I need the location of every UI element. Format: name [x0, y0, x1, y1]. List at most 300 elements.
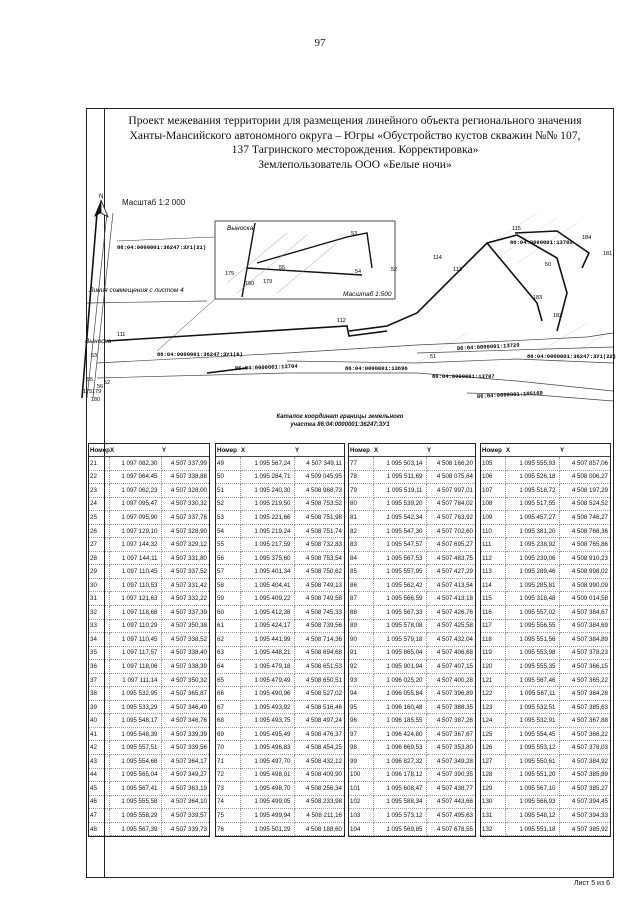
x-coordinate-cell: 1 095 557,02	[505, 606, 559, 620]
y-coordinate-cell: 4 507 349,28	[426, 755, 475, 769]
header-y: Y	[294, 444, 344, 457]
point-number-cell: 130	[481, 795, 505, 809]
table-row	[481, 727, 610, 741]
point-label: 180	[91, 397, 101, 403]
cadastral-label: 86:04:0000001:13702	[510, 239, 573, 246]
y-coordinate-cell: 4 508 751,98	[294, 511, 344, 525]
table-row	[481, 497, 610, 511]
y-coordinate-cell: 4 507 337,52	[161, 565, 209, 579]
y-coordinate-cell: 4 507 385,89	[559, 768, 610, 782]
point-number-cell: 45	[89, 782, 109, 796]
cadastral-map	[83, 213, 617, 408]
table-row	[349, 484, 475, 498]
point-number-cell: 24	[89, 497, 109, 511]
y-coordinate-cell: 4 508 749,58	[294, 592, 344, 606]
point-number-cell: 109	[481, 511, 505, 525]
point-number-cell: 62	[216, 633, 240, 647]
table-row	[89, 809, 209, 823]
point-number-cell: 38	[89, 687, 109, 701]
point-label: 112	[337, 318, 346, 324]
y-coordinate-cell: 4 508 256,34	[294, 782, 344, 796]
point-number-cell: 28	[89, 551, 109, 565]
title-line: Землепользователь ООО «Белые ночи»	[258, 157, 452, 171]
point-number-cell: 49	[216, 457, 240, 471]
table-row	[481, 633, 610, 647]
table-row	[349, 660, 475, 674]
point-number-cell: 107	[481, 484, 505, 498]
y-coordinate-cell: 4 508 233,98	[294, 795, 344, 809]
x-coordinate-cell: 1 097 144,32	[109, 538, 161, 552]
point-number-cell: 95	[349, 700, 373, 714]
table-row	[89, 687, 209, 701]
y-coordinate-cell: 4 507 385,92	[559, 822, 610, 836]
y-coordinate-cell: 4 508 197,29	[559, 484, 610, 498]
x-coordinate-cell: 1 095 493,92	[240, 700, 294, 714]
x-coordinate-cell: 1 097 110,53	[109, 578, 161, 592]
point-number-cell: 70	[216, 741, 240, 755]
table-row	[89, 538, 209, 552]
y-coordinate-cell: 4 507 425,58	[426, 619, 475, 633]
point-number-cell: 40	[89, 714, 109, 728]
table-row	[481, 578, 610, 592]
x-coordinate-cell: 1 096 827,32	[373, 755, 426, 769]
y-coordinate-cell: 4 507 443,66	[426, 795, 475, 809]
y-coordinate-cell: 4 508 732,83	[294, 538, 344, 552]
point-number-cell: 112	[481, 551, 505, 565]
x-coordinate-cell: 1 097 111,14	[109, 673, 161, 687]
y-coordinate-cell: 4 507 338,39	[161, 660, 209, 674]
y-coordinate-cell: 4 507 328,90	[161, 524, 209, 538]
y-coordinate-cell: 4 507 385,63	[559, 700, 610, 714]
table-row	[216, 768, 344, 782]
x-coordinate-cell: 1 096 178,12	[373, 768, 426, 782]
point-number-cell: 58	[216, 578, 240, 592]
y-coordinate-cell: 4 508 998,02	[559, 565, 610, 579]
x-coordinate-cell: 1 097 117,57	[109, 646, 161, 660]
table-row	[349, 565, 475, 579]
header-number: Номер	[481, 444, 505, 457]
x-coordinate-cell: 1 095 548,12	[505, 809, 559, 823]
x-coordinate-cell: 1 095 289,46	[505, 565, 559, 579]
table-row	[481, 755, 610, 769]
point-number-cell: 63	[216, 646, 240, 660]
point-number-cell: 23	[89, 484, 109, 498]
table-row	[216, 795, 344, 809]
y-coordinate-cell: 4 508 739,56	[294, 619, 344, 633]
table-row	[481, 565, 610, 579]
table-row	[216, 524, 344, 538]
table-row	[481, 511, 610, 525]
table-row	[349, 619, 475, 633]
y-coordinate-cell: 4 508 968,73	[294, 484, 344, 498]
table-row	[89, 524, 209, 538]
x-coordinate-cell: 1 095 404,41	[240, 578, 294, 592]
point-number-cell: 89	[349, 619, 373, 633]
cadastral-label: 86:04:0000001:36247:ЗУ1(22)	[527, 353, 617, 360]
x-coordinate-cell: 1 095 557,95	[373, 565, 426, 579]
point-number-cell: 98	[349, 741, 373, 755]
table-row	[349, 551, 475, 565]
point-number-cell: 126	[481, 741, 505, 755]
point-number-cell: 96	[349, 714, 373, 728]
point-number-cell: 27	[89, 538, 109, 552]
y-coordinate-cell: 4 507 394,33	[559, 809, 610, 823]
table-row	[216, 755, 344, 769]
table-row	[89, 727, 209, 741]
document-title	[96, 114, 614, 172]
table-row	[481, 470, 610, 484]
y-coordinate-cell: 4 508 746,27	[559, 511, 610, 525]
table-row	[89, 565, 209, 579]
table-row	[481, 551, 610, 565]
x-coordinate-cell: 1 095 240,30	[240, 484, 294, 498]
y-coordinate-cell: 4 507 396,89	[426, 687, 475, 701]
point-number-cell: 36	[89, 660, 109, 674]
point-number-cell: 57	[216, 565, 240, 579]
y-coordinate-cell: 4 507 365,22	[559, 673, 610, 687]
x-coordinate-cell: 1 095 239,06	[505, 551, 559, 565]
table-row	[349, 673, 475, 687]
cadastral-label: 86:04:0000001:13704	[234, 362, 298, 372]
x-coordinate-cell: 1 095 567,39	[109, 822, 161, 836]
point-number-cell: 119	[481, 646, 505, 660]
x-coordinate-cell: 1 095 517,55	[505, 497, 559, 511]
point-label: 55	[87, 377, 94, 383]
table-row	[481, 646, 610, 660]
x-coordinate-cell: 1 095 579,18	[373, 633, 426, 647]
point-number-cell: 69	[216, 727, 240, 741]
point-number-cell: 55	[216, 538, 240, 552]
y-coordinate-cell: 4 508 745,33	[294, 606, 344, 620]
header-y: Y	[161, 444, 209, 457]
y-coordinate-cell: 4 507 387,26	[426, 714, 475, 728]
table-row	[89, 497, 209, 511]
point-number-cell: 94	[349, 687, 373, 701]
table-row	[216, 822, 344, 836]
point-number-cell: 43	[89, 755, 109, 769]
table-row	[216, 727, 344, 741]
x-coordinate-cell: 1 095 556,55	[505, 619, 559, 633]
y-coordinate-cell: 4 508 749,13	[294, 578, 344, 592]
y-coordinate-cell: 4 507 784,02	[426, 497, 475, 511]
point-number-cell: 56	[216, 551, 240, 565]
x-coordinate-cell: 1 095 518,72	[505, 484, 559, 498]
y-coordinate-cell: 4 508 075,64	[426, 470, 475, 484]
x-coordinate-cell: 1 095 498,70	[240, 782, 294, 796]
point-number-cell: 34	[89, 633, 109, 647]
y-coordinate-cell: 4 507 495,63	[426, 809, 475, 823]
table-row	[349, 511, 475, 525]
y-coordinate-cell: 4 507 678,55	[426, 822, 475, 836]
x-coordinate-cell: 1 095 554,68	[109, 755, 161, 769]
x-coordinate-cell: 1 097 129,10	[109, 524, 161, 538]
y-coordinate-cell: 4 507 390,35	[426, 768, 475, 782]
point-number-cell: 76	[216, 822, 240, 836]
x-coordinate-cell: 1 095 457,27	[505, 511, 559, 525]
point-number-cell: 59	[216, 592, 240, 606]
y-coordinate-cell: 4 507 367,67	[426, 727, 475, 741]
table-row	[216, 673, 344, 687]
x-coordinate-cell: 1 095 448,21	[240, 646, 294, 660]
x-coordinate-cell: 1 095 401,34	[240, 565, 294, 579]
point-number-cell: 51	[216, 484, 240, 498]
y-coordinate-cell: 4 507 353,80	[426, 741, 475, 755]
y-coordinate-cell: 4 508 454,25	[294, 741, 344, 755]
x-coordinate-cell: 1 095 566,93	[505, 795, 559, 809]
x-coordinate-cell: 1 095 547,57	[373, 538, 426, 552]
y-coordinate-cell: 4 507 337,99	[161, 457, 209, 471]
point-number-cell: 91	[349, 646, 373, 660]
y-coordinate-cell: 4 508 714,36	[294, 633, 344, 647]
x-coordinate-cell: 1 095 284,71	[240, 470, 294, 484]
y-coordinate-cell: 4 507 438,77	[426, 782, 475, 796]
table-row	[216, 809, 344, 823]
point-number-cell: 105	[481, 457, 505, 471]
cadastral-label: 86:04:0000001:13707	[432, 373, 495, 380]
table-row	[481, 619, 610, 633]
y-coordinate-cell: 4 508 753,52	[294, 497, 344, 511]
y-coordinate-cell: 4 507 427,29	[426, 565, 475, 579]
y-coordinate-cell: 4 508 524,52	[559, 497, 610, 511]
y-coordinate-cell: 4 507 349,27	[161, 768, 209, 782]
x-coordinate-cell: 1 095 285,81	[505, 578, 559, 592]
table-row	[481, 795, 610, 809]
y-coordinate-cell: 4 508 765,86	[559, 538, 610, 552]
x-coordinate-cell: 1 095 573,12	[373, 809, 426, 823]
table-row	[216, 538, 344, 552]
y-coordinate-cell: 4 507 413,54	[426, 578, 475, 592]
point-number-cell: 86	[349, 578, 373, 592]
x-coordinate-cell: 1 095 567,41	[109, 782, 161, 796]
y-coordinate-cell: 4 507 346,76	[161, 714, 209, 728]
y-coordinate-cell: 4 507 339,57	[161, 809, 209, 823]
table-row	[89, 511, 209, 525]
point-label: 51	[430, 354, 437, 360]
y-coordinate-cell: 4 507 329,12	[161, 538, 209, 552]
x-coordinate-cell: 1 095 381,20	[505, 524, 559, 538]
table-row	[89, 578, 209, 592]
leader-lines	[117, 237, 215, 351]
point-number-cell: 25	[89, 511, 109, 525]
x-coordinate-cell: 1 095 496,83	[240, 741, 294, 755]
table-row	[89, 714, 209, 728]
y-coordinate-cell: 4 509 014,58	[559, 592, 610, 606]
point-number-cell: 127	[481, 755, 505, 769]
y-coordinate-cell: 4 507 763,92	[426, 511, 475, 525]
x-coordinate-cell: 1 095 553,98	[505, 646, 559, 660]
table-header-row	[89, 444, 209, 457]
point-number-cell: 106	[481, 470, 505, 484]
point-label: 115	[512, 226, 521, 232]
x-coordinate-cell: 1 095 562,42	[373, 578, 426, 592]
inset-scale-label: Масштаб 1:500	[343, 291, 392, 298]
y-coordinate-cell: 4 508 516,46	[294, 700, 344, 714]
table-row	[349, 795, 475, 809]
table-header-row	[349, 444, 475, 457]
y-coordinate-cell: 4 507 367,88	[559, 714, 610, 728]
y-coordinate-cell: 4 508 766,36	[559, 524, 610, 538]
x-coordinate-cell: 1 095 490,96	[240, 687, 294, 701]
table-row	[89, 592, 209, 606]
x-coordinate-cell: 1 095 318,48	[505, 592, 559, 606]
table-row	[89, 822, 209, 836]
point-number-cell: 104	[349, 822, 373, 836]
table-row	[216, 660, 344, 674]
point-number-cell: 30	[89, 578, 109, 592]
point-number-cell: 113	[481, 565, 505, 579]
point-label: 114	[433, 255, 442, 261]
point-number-cell: 67	[216, 700, 240, 714]
table-row	[216, 714, 344, 728]
table-row	[89, 646, 209, 660]
point-number-cell: 46	[89, 795, 109, 809]
point-number-cell: 22	[89, 470, 109, 484]
point-label: 179	[263, 279, 273, 285]
y-coordinate-cell: 4 508 651,53	[294, 660, 344, 674]
y-coordinate-cell: 4 507 364,10	[161, 795, 209, 809]
y-coordinate-cell: 4 507 331,42	[161, 578, 209, 592]
header-y: Y	[559, 444, 610, 457]
table-header-row	[481, 444, 610, 457]
x-coordinate-cell: 1 095 551,20	[505, 768, 559, 782]
x-coordinate-cell: 1 095 578,08	[373, 619, 426, 633]
table-row	[216, 457, 344, 471]
x-coordinate-cell: 1 097 110,45	[109, 565, 161, 579]
x-coordinate-cell: 1 095 567,24	[240, 457, 294, 471]
x-coordinate-cell: 1 095 479,49	[240, 673, 294, 687]
table-row	[89, 768, 209, 782]
y-coordinate-cell: 4 508 432,12	[294, 755, 344, 769]
coordinates-table-1	[88, 443, 210, 837]
point-label: 50	[545, 262, 552, 268]
y-coordinate-cell: 4 507 332,22	[161, 592, 209, 606]
x-coordinate-cell: 1 095 503,14	[373, 457, 426, 471]
y-coordinate-cell: 4 507 331,80	[161, 551, 209, 565]
callout-label: Выноска	[85, 338, 112, 345]
point-number-cell: 101	[349, 782, 373, 796]
x-coordinate-cell: 1 095 551,18	[505, 822, 559, 836]
point-number-cell: 29	[89, 565, 109, 579]
table-row	[89, 795, 209, 809]
table-row	[216, 551, 344, 565]
table-row	[216, 565, 344, 579]
x-coordinate-cell: 1 095 519,11	[373, 484, 426, 498]
x-coordinate-cell: 1 095 566,59	[373, 592, 426, 606]
x-coordinate-cell: 1 095 532,95	[109, 687, 161, 701]
y-coordinate-cell: 4 507 483,75	[426, 551, 475, 565]
y-coordinate-cell: 4 507 378,23	[559, 646, 610, 660]
point-number-cell: 115	[481, 592, 505, 606]
x-coordinate-cell: 1 095 217,59	[240, 538, 294, 552]
north-label: N	[99, 194, 104, 200]
table-row	[89, 484, 209, 498]
x-coordinate-cell: 1 097 121,63	[109, 592, 161, 606]
x-coordinate-cell: 1 096 025,20	[373, 673, 426, 687]
header-y: Y	[426, 444, 475, 457]
sheet-join-label: Линия совмещения с листом 4	[89, 287, 184, 294]
y-coordinate-cell: 4 507 330,32	[161, 497, 209, 511]
y-coordinate-cell: 4 507 432,04	[426, 633, 475, 647]
x-coordinate-cell: 1 095 569,85	[373, 822, 426, 836]
point-number-cell: 114	[481, 578, 505, 592]
x-coordinate-cell: 1 097 064,45	[109, 470, 161, 484]
point-number-cell: 131	[481, 809, 505, 823]
x-coordinate-cell: 1 095 441,99	[240, 633, 294, 647]
y-coordinate-cell: 4 507 413,18	[426, 592, 475, 606]
x-coordinate-cell: 1 095 553,12	[505, 741, 559, 755]
cadastral-label: 86:04:0000001:36247:ЗУ1(21)	[117, 244, 207, 251]
x-coordinate-cell: 1 095 497,70	[240, 755, 294, 769]
cadastral-label: 86:04:0000001:105160	[476, 389, 544, 400]
table-row	[89, 673, 209, 687]
point-number-cell: 87	[349, 592, 373, 606]
y-coordinate-cell: 4 507 366,22	[559, 727, 610, 741]
point-number-cell: 26	[89, 524, 109, 538]
y-coordinate-cell: 4 508 750,62	[294, 565, 344, 579]
header-number: Номер	[349, 444, 373, 457]
x-coordinate-cell: 1 095 555,35	[505, 660, 559, 674]
point-number-cell: 100	[349, 768, 373, 782]
x-coordinate-cell: 1 095 567,53	[373, 551, 426, 565]
table-row	[481, 809, 610, 823]
point-number-cell: 47	[89, 809, 109, 823]
y-coordinate-cell: 4 507 407,15	[426, 660, 475, 674]
x-coordinate-cell: 1 095 567,46	[505, 673, 559, 687]
x-coordinate-cell: 1 095 901,94	[373, 660, 426, 674]
table-row	[216, 606, 344, 620]
x-coordinate-cell: 1 097 118,06	[109, 660, 161, 674]
header-x: X	[240, 444, 294, 457]
table-row	[349, 755, 475, 769]
table-row	[349, 768, 475, 782]
point-number-cell: 66	[216, 687, 240, 701]
x-coordinate-cell: 1 097 144,11	[109, 551, 161, 565]
table-row	[481, 714, 610, 728]
x-coordinate-cell: 1 097 110,45	[109, 633, 161, 647]
point-label: 180	[245, 281, 255, 287]
x-coordinate-cell: 1 095 548,39	[109, 727, 161, 741]
y-coordinate-cell: 4 507 385,27	[559, 782, 610, 796]
header-x: X	[109, 444, 161, 457]
table-row	[349, 687, 475, 701]
table-row	[349, 606, 475, 620]
header-x: X	[373, 444, 426, 457]
point-number-cell: 111	[481, 538, 505, 552]
x-coordinate-cell: 1 095 542,34	[373, 511, 426, 525]
table-row	[216, 592, 344, 606]
point-number-cell: 128	[481, 768, 505, 782]
y-coordinate-cell: 4 507 339,39	[161, 727, 209, 741]
x-coordinate-cell: 1 095 608,47	[373, 782, 426, 796]
x-coordinate-cell: 1 097 095,47	[109, 497, 161, 511]
table-row	[349, 592, 475, 606]
y-coordinate-cell: 4 507 378,03	[559, 741, 610, 755]
table-header-row	[216, 444, 344, 457]
scale-text: Масштаб 1:2 000	[122, 198, 186, 207]
table-row	[481, 538, 610, 552]
table-row	[349, 470, 475, 484]
point-number-cell: 92	[349, 660, 373, 674]
point-label: 182	[553, 313, 563, 319]
table-row	[349, 782, 475, 796]
table-row	[349, 741, 475, 755]
x-coordinate-cell: 1 097 062,23	[109, 484, 161, 498]
point-label: 56	[97, 384, 104, 390]
x-coordinate-cell: 1 095 498,01	[240, 768, 294, 782]
x-coordinate-cell: 1 095 547,30	[373, 524, 426, 538]
point-number-cell: 123	[481, 700, 505, 714]
point-number-cell: 53	[216, 511, 240, 525]
